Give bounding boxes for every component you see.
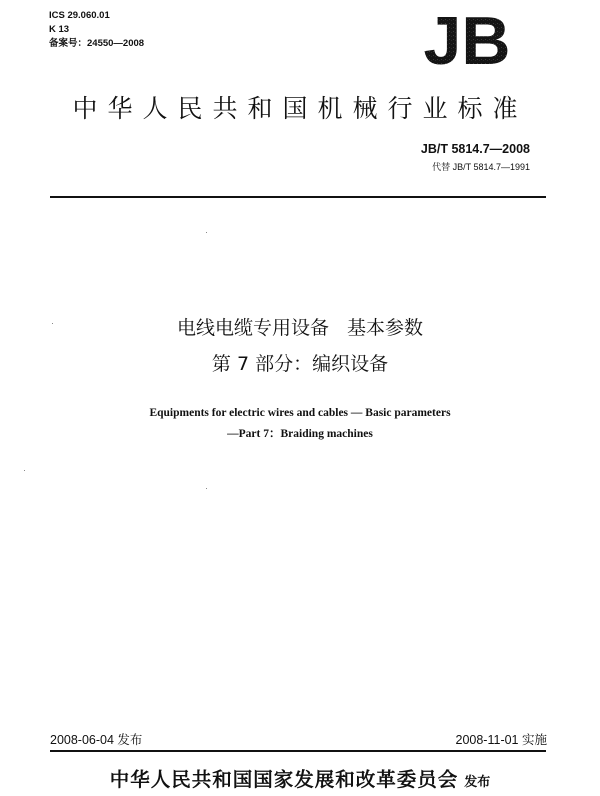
cn-title-line2: 第 7 部分：编织设备 xyxy=(211,353,389,375)
footer-issuer-line xyxy=(30,764,570,792)
top-divider xyxy=(50,196,546,198)
standard-number: JB/T 5814.7—2008 xyxy=(420,142,530,156)
org-title: 中华人民共和国机械行业标准 xyxy=(72,94,528,123)
issue-label: 发布 xyxy=(464,775,491,790)
ics-code: ICS 29.060.01 xyxy=(49,10,110,21)
issue-date: 2008-06-04 发布 xyxy=(50,733,143,747)
en-title-line1: Equipments for electric wires and cables — Basic parameters xyxy=(149,407,451,419)
implementation-date: 2008-11-01 实施 xyxy=(455,733,547,747)
en-title-line2: —Part 7：Braiding machines xyxy=(227,428,373,440)
filing-number: 备案号：24550—2008 xyxy=(49,38,145,49)
scan-speck xyxy=(206,488,207,489)
issuing-authority: 中华人民共和国国家发展和改革委员会 xyxy=(109,768,459,791)
scan-speck xyxy=(24,470,25,471)
scan-speck xyxy=(52,323,53,324)
classification-code: K 13 xyxy=(49,24,70,35)
replaces-standard: 代替 JB/T 5814.7—1991 xyxy=(432,162,530,172)
cn-title-line1: 电线电缆专用设备 基本参数 xyxy=(176,317,424,339)
jb-logo-text: JB xyxy=(423,6,511,70)
bottom-divider xyxy=(50,750,546,752)
scan-speck xyxy=(206,232,207,233)
jb-logo xyxy=(412,6,522,70)
